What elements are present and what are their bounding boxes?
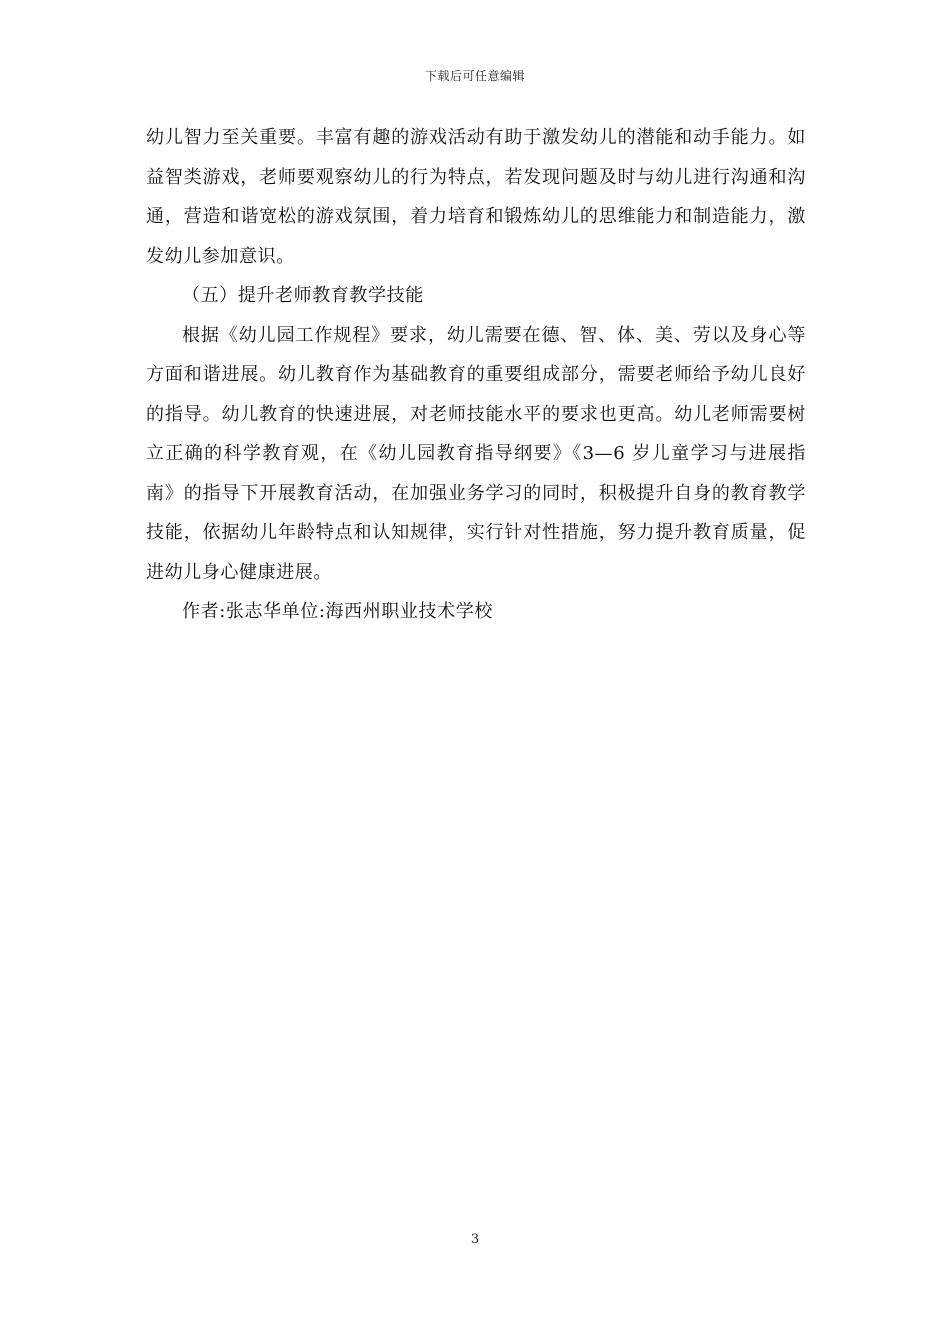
author-line: 作者:张志华单位:海西州职业技术学校 — [182, 601, 493, 622]
paragraph-continued: 幼儿智力至关重要。丰富有趣的游戏活动有助于激发幼儿的潜能和动手能力。如益智类游戏，老师要观察幼儿的行为特点，若发现问题及时与幼儿进行沟通和沟通，营造和谐宽松的游戏氛围，着力培育和锻炼幼儿的思维能力和制造能力，激发幼儿参加意识。 — [146, 127, 806, 267]
paragraph-main: 根据《幼儿园工作规程》要求，幼儿需要在德、智、体、美、劳以及身心等方面和谐进展。幼儿教育作为基础教育的重要组成部分，需要老师给予幼儿良好的指导。幼儿教育的快速进展，对老师技能水平的要求也更高。幼儿老师需要树立正确的科学教育观，在《幼儿园教育指导纲要》《3—6 岁儿童学习与进展指南》的指导下开展教育活动，在加强业务学习的同时，积极提升自身的教育教学技能，依据幼儿年龄特点和认知规律，实行针对性措施，努力提升教育质量，促进幼儿身心健康进展。 — [146, 324, 806, 583]
page-number: 3 — [470, 1232, 480, 1247]
page-header: 下载后可任意编辑 — [424, 69, 525, 83]
section-heading: （五）提升老师教育教学技能 — [182, 285, 424, 306]
document-body — [146, 118, 806, 632]
